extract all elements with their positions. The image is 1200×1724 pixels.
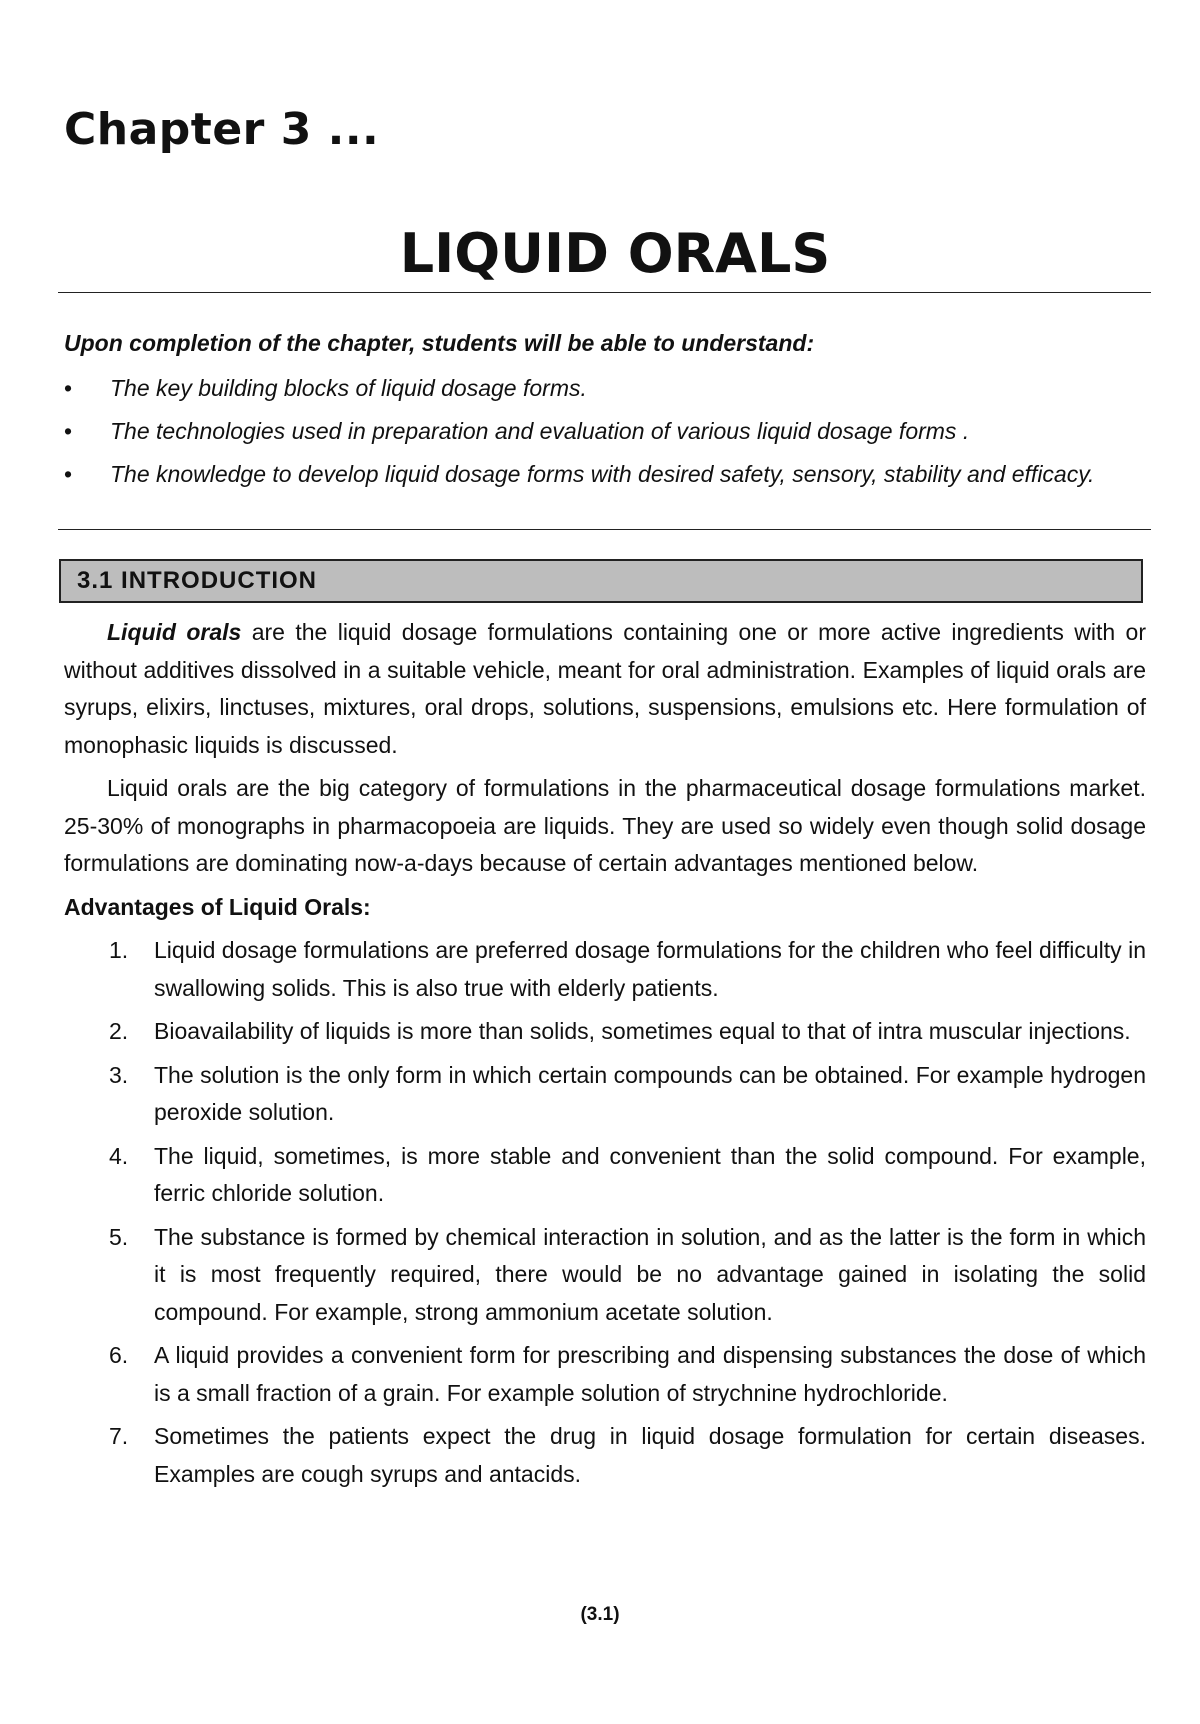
advantage-text: The liquid, sometimes, is more stable and convenient than the solid compound. For example, ferric chloride solution. xyxy=(154,1142,1146,1206)
objective-text: The knowledge to develop liquid dosage forms with desired safety, sensory, stability and efficacy. xyxy=(110,460,1095,487)
objective-item xyxy=(64,371,1146,406)
learning-objectives xyxy=(64,330,1146,500)
bullet-icon: • xyxy=(64,460,73,487)
advantage-item xyxy=(64,1337,1146,1412)
objectives-heading: Upon completion of the chapter, students will be able to understand: xyxy=(64,330,815,356)
section-heading: 3.1 INTRODUCTION xyxy=(59,559,1143,603)
advantage-item xyxy=(64,1013,1146,1051)
objective-item xyxy=(64,457,1146,492)
advantage-item xyxy=(64,1219,1146,1332)
bottom-divider xyxy=(58,529,1151,530)
advantage-text: Bioavailability of liquids is more than solids, sometimes equal to that of intra muscular injections. xyxy=(154,1018,1131,1044)
advantage-text: The solution is the only form in which certain compounds can be obtained. For example hydrogen peroxide solution. xyxy=(154,1061,1146,1125)
objectives-list xyxy=(64,371,1146,492)
advantage-item xyxy=(64,1138,1146,1213)
intro-paragraph-2: Liquid orals are the big category of formulations in the pharmaceutical dosage formulations market. 25-30% of monographs in pharmacopoeia are liquids. They are used so widely even though solid dosage formulations are dominating now-a-days because of certain advantages mentioned below. xyxy=(64,775,1146,876)
advantage-number: 5. xyxy=(109,1223,129,1250)
objective-text: The technologies used in preparation and evaluation of various liquid dosage forms . xyxy=(110,417,970,444)
advantage-text: Liquid dosage formulations are preferred dosage formulations for the children who feel difficulty in swallowing solids. This is also true with elderly patients. xyxy=(154,937,1146,1001)
intro-paragraph-1 xyxy=(64,614,1146,764)
chapter-label: Chapter 3 ... xyxy=(64,104,380,155)
advantage-text: A liquid provides a convenient form for prescribing and dispensing substances the dose of which is a small fraction of a grain. For example solution of strychnine hydrochloride. xyxy=(154,1342,1146,1406)
objective-item xyxy=(64,414,1146,449)
advantage-number: 1. xyxy=(109,937,129,963)
intro-body xyxy=(64,614,1146,1499)
advantage-text: Sometimes the patients expect the drug in liquid dosage formulation for certain diseases. Examples are cough syrups and antacids. xyxy=(154,1423,1146,1487)
intro-paragraph-1-text: are the liquid dosage formulations containing one or more active ingredients with or without additives dissolved in a suitable vehicle, meant for oral administration. Examples of liquid orals are syrups, elixirs, linctuses, mixtures, oral drops, solutions, suspensions, emulsions etc. Here formulation of monophasic liquids is discussed. xyxy=(64,619,1147,758)
advantage-item xyxy=(64,1418,1146,1493)
advantages-heading: Advantages of Liquid Orals: xyxy=(64,893,371,920)
advantage-number: 2. xyxy=(109,1018,129,1044)
chapter-title: LIQUID ORALS xyxy=(399,222,831,285)
advantage-number: 4. xyxy=(109,1142,129,1169)
bullet-icon: • xyxy=(64,375,73,401)
advantage-number: 3. xyxy=(109,1061,129,1088)
advantage-number: 7. xyxy=(109,1423,129,1449)
advantage-item xyxy=(64,932,1146,1007)
advantages-list xyxy=(64,932,1146,1493)
page-number: (3.1) xyxy=(580,1604,620,1625)
bullet-icon: • xyxy=(64,417,73,444)
advantage-text: The substance is formed by chemical interaction in solution, and as the latter is the form in which it is most frequently required, there would be no advantage gained in isolating the solid compound. For example, strong ammonium acetate solution. xyxy=(154,1223,1146,1325)
advantage-item xyxy=(64,1057,1146,1132)
top-divider xyxy=(58,292,1151,293)
advantage-number: 6. xyxy=(109,1342,129,1368)
objective-text: The key building blocks of liquid dosage forms. xyxy=(110,375,587,401)
liquid-orals-term: Liquid orals xyxy=(107,619,242,645)
